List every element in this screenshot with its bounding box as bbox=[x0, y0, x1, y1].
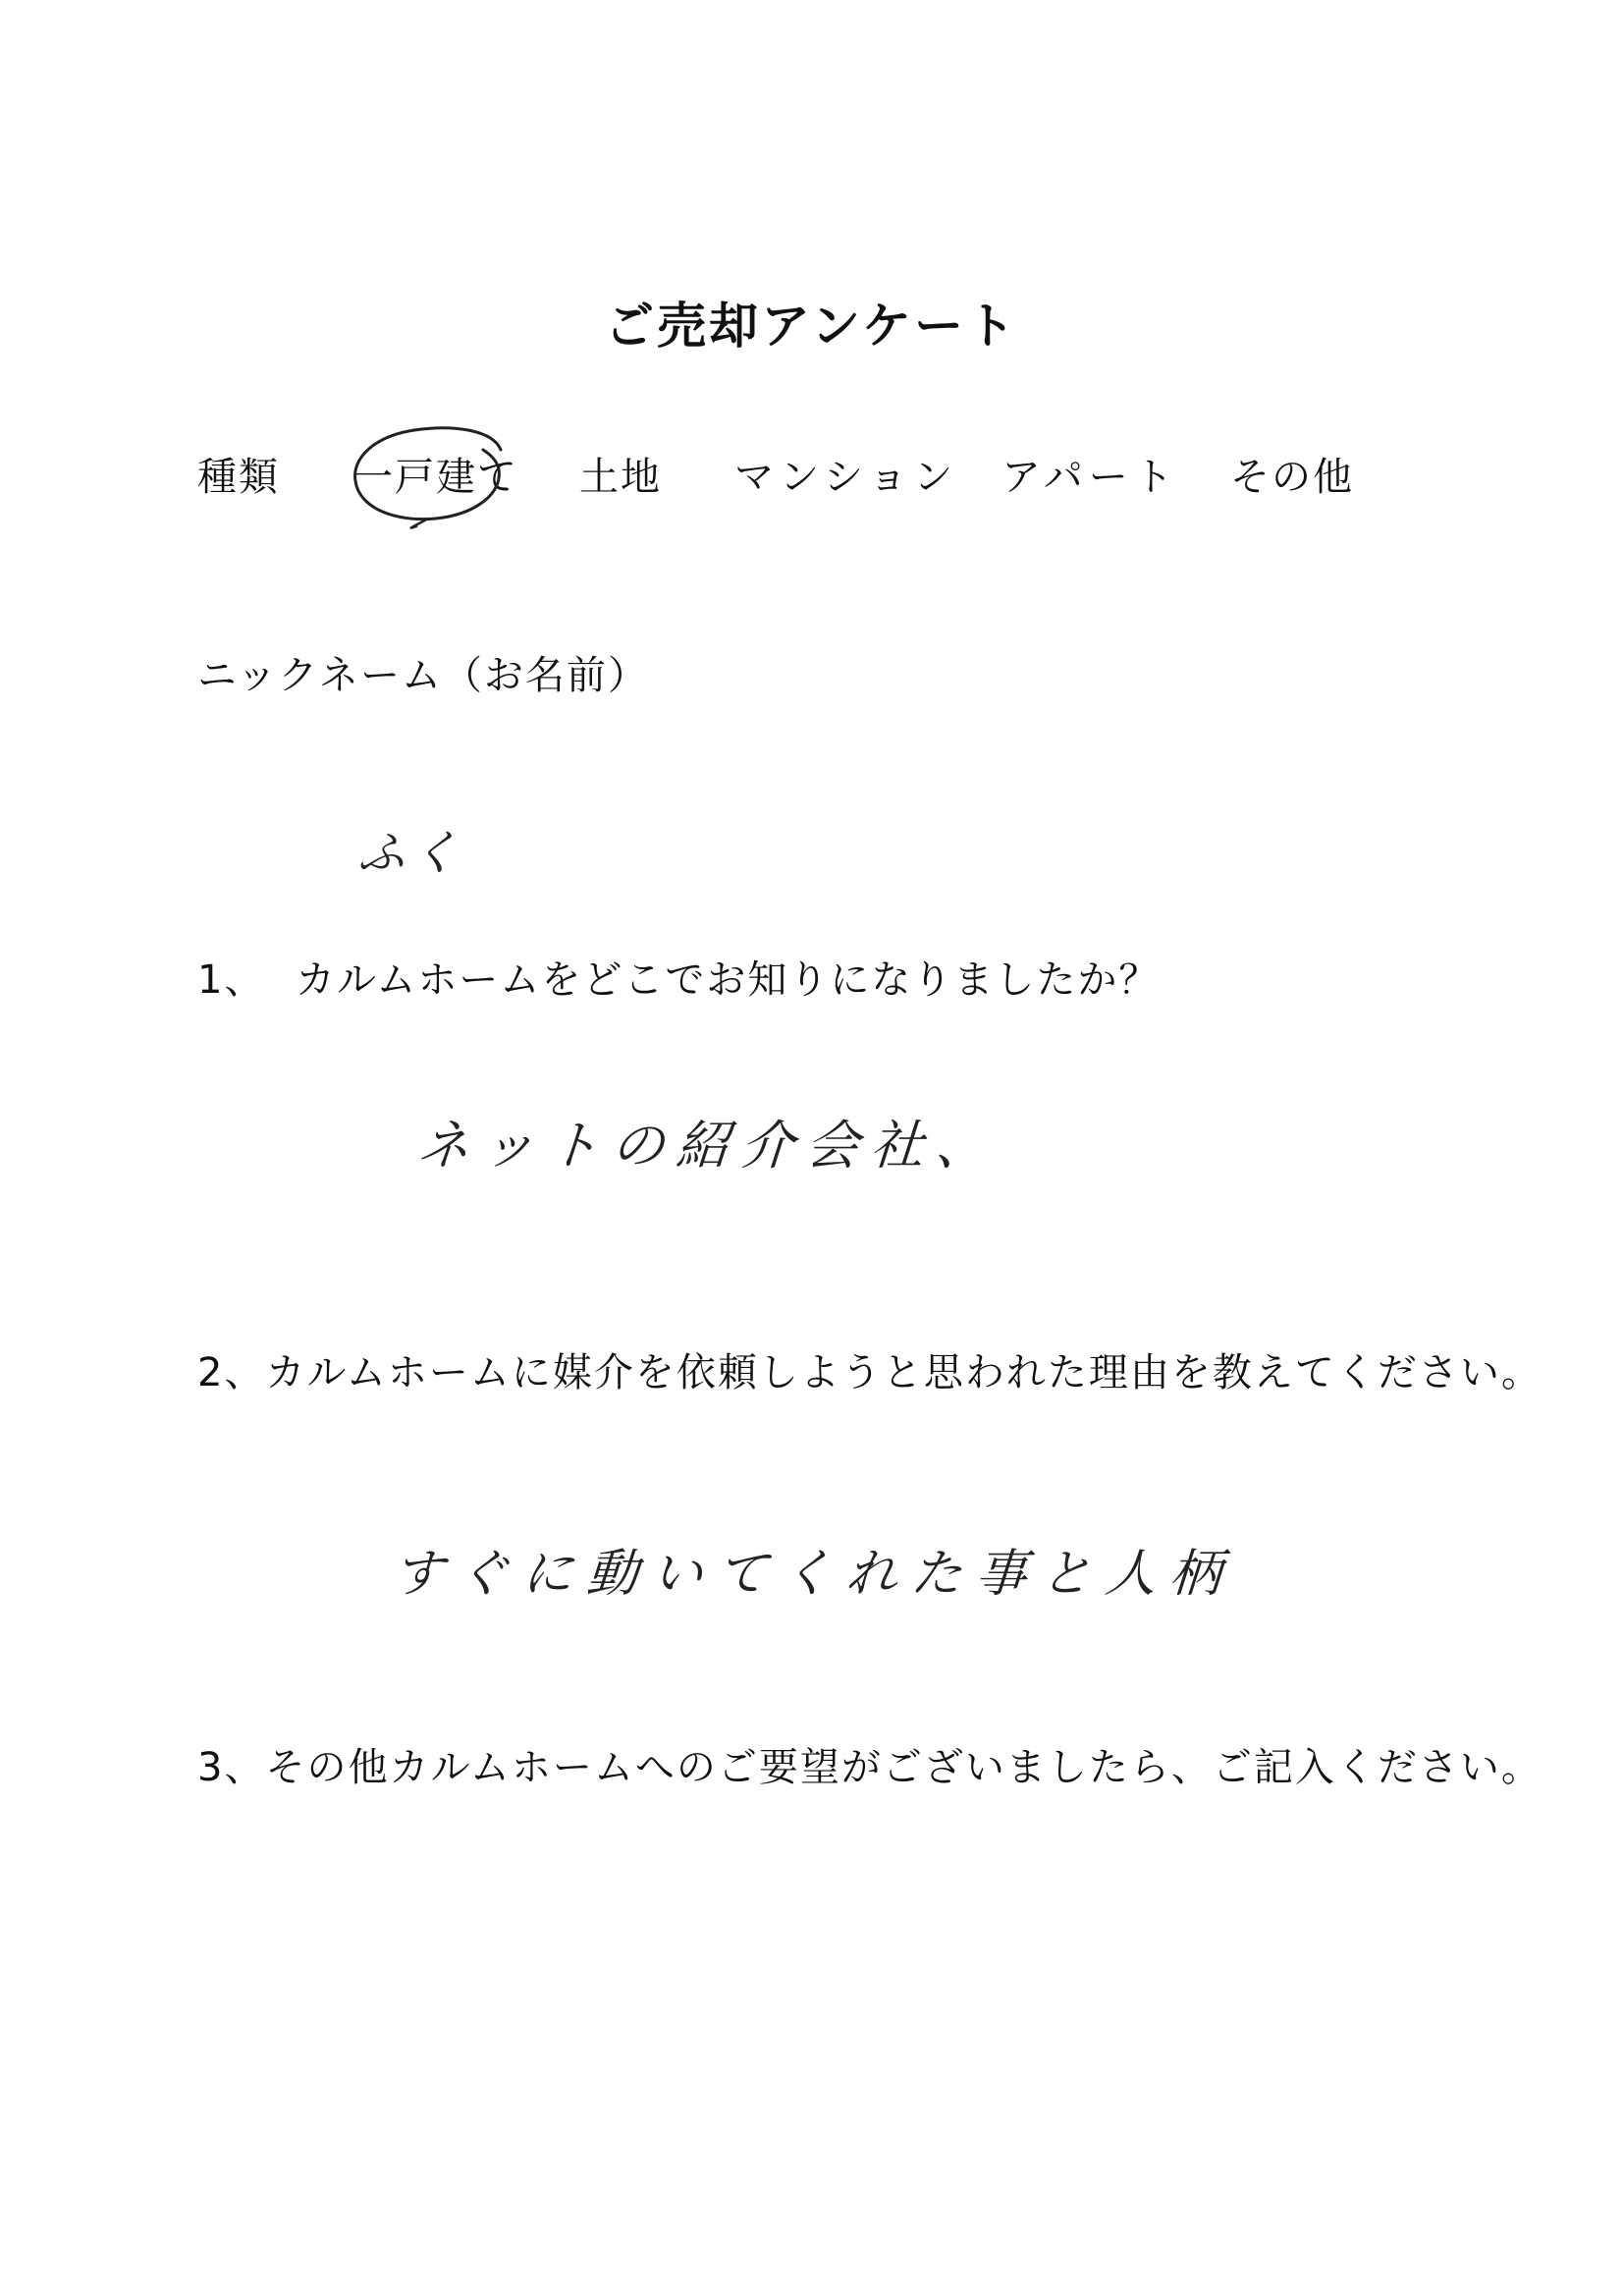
question-1-text: カルムホームをどこでお知りになりましたか？ bbox=[296, 957, 1161, 1003]
type-option-land[interactable]: 土地 bbox=[579, 455, 662, 500]
type-option-condominium[interactable]: マンション bbox=[734, 455, 959, 500]
property-type-label: 種類 bbox=[197, 455, 280, 500]
form-title: ご売却アンケート bbox=[605, 298, 1018, 355]
question-1-answer[interactable]: ネットの紹介会社、 bbox=[414, 1115, 1002, 1176]
question-1 bbox=[197, 949, 1160, 1005]
question-1-number: 1、 bbox=[197, 957, 266, 1003]
type-option-apartment[interactable]: アパート bbox=[1001, 455, 1179, 500]
question-2-answer[interactable]: すぐに動いてくれた事と人柄 bbox=[390, 1545, 1237, 1604]
question-2: 2、カルムホームに媒介を依頼しようと思われた理由を教えてください。 bbox=[197, 1350, 1542, 1395]
nickname-answer[interactable]: ふく bbox=[355, 826, 466, 881]
type-option-detached-house[interactable]: 一戸建て bbox=[353, 455, 518, 500]
question-3: 3、その他カルムホームへのご要望がございましたら、ご記入ください。 bbox=[197, 1745, 1542, 1790]
type-option-other[interactable]: その他 bbox=[1230, 455, 1354, 500]
nickname-label: ニックネーム（お名前） bbox=[197, 653, 649, 698]
selection-circle-mark bbox=[346, 420, 513, 538]
